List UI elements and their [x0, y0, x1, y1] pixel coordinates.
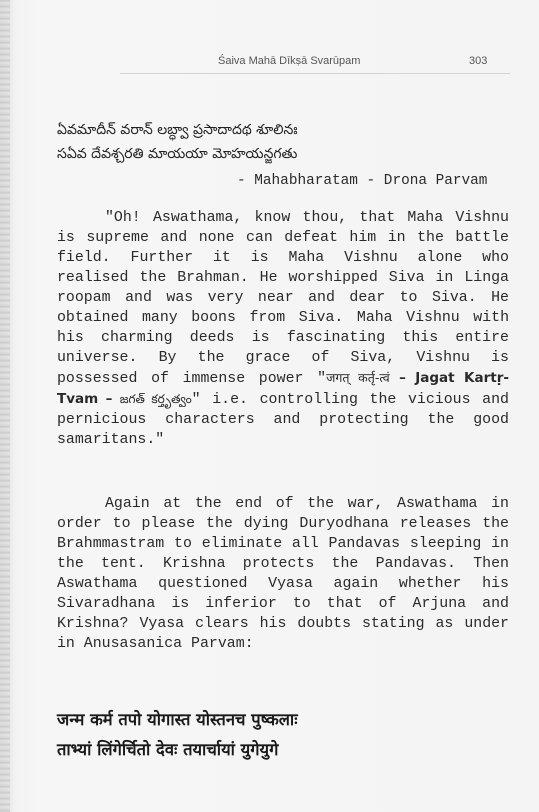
header-rule: [120, 73, 510, 74]
running-header-title: Śaiva Mahā Dīkṣā Svarūpam: [218, 55, 361, 67]
paragraph-2: [57, 494, 509, 654]
sanskrit-sloka-line-1: जन्म कर्म तपो योगास्त योस्तनच पुष्कलाः: [57, 710, 298, 729]
running-header: [0, 55, 539, 71]
verse-attribution: - Mahabharatam - Drona Parvam: [237, 173, 488, 189]
paragraph-1: [57, 208, 509, 450]
telugu-verse-line-2: సఏవ దేవశ్చరతి మాయయా మోహయన్జగతు: [57, 146, 298, 162]
transliterated-term: Jagat Kartṛ-Tvam: [57, 370, 509, 407]
paragraph-1-text-a: "Oh! Aswathama, know thou, that Maha Vishnu is supreme and none can defeat him in the battle field. Further it is Maha Vishnu alone who realised the Brahman. He worshipped Siva in Linga roopam and was very near and dear to Siva. He obtained many boons from Siva. Maha Vishnu with his charming deeds is fascinating this entire universe. By the grace of Siva, Vishnu is possessed of immense power ": [57, 210, 509, 387]
page-edge: [0, 0, 10, 812]
dash: –: [98, 391, 120, 407]
paragraph-1-text-b: " i.e. controlling the vicious and pernicious characters and protecting the good samaritans.": [57, 392, 509, 448]
devanagari-term: जगत् कर्तृ-त्वं: [326, 370, 390, 385]
page-number: 303: [469, 55, 488, 67]
telugu-term: జగత్ కర్తృత్వం: [119, 392, 192, 406]
sanskrit-sloka-line-2: ताभ्यां लिंगेर्चितो देवः तयार्चायां युगेयुगे: [57, 740, 279, 759]
dash: –: [389, 370, 416, 386]
telugu-verse-line-1: ఏవమాదీన్ వరాన్ లబ్ధ్వా ప్రసాదాదథ శూలినః: [57, 122, 298, 138]
paragraph-2-text: Again at the end of the war, Aswathama in order to please the dying Duryodhana releases the Brahmmastram to eliminate all Pandavas sleeping in the tent. Krishna protects the Pandavas. Then Aswathama questioned Vyasa again whether his Sivaradhana is inferior to that of Arjuna and Krishna? Vyasa clears his doubts stating as under in Anusasanica Parvam:: [57, 496, 509, 652]
